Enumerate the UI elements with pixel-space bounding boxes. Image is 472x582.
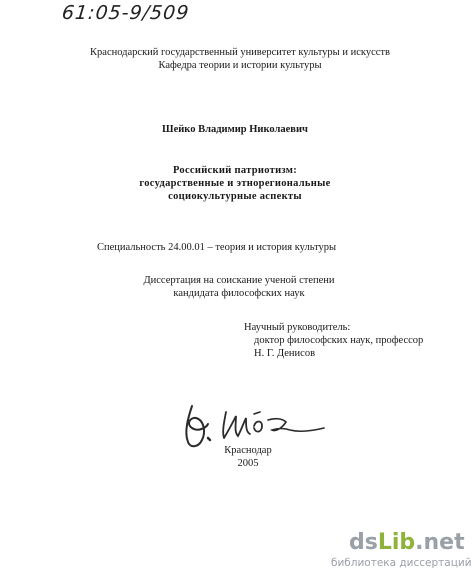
specialty-line: Специальность 24.00.01 – теория и история культуры	[97, 242, 337, 253]
place: Краснодар	[224, 445, 272, 456]
year: 2005	[237, 458, 259, 469]
title-line-1: Российский патриотизм:	[172, 165, 298, 176]
university-line: Краснодарский государственный университет культуры и искусств	[90, 47, 390, 58]
advisor-label: Научный руководитель:	[244, 322, 351, 333]
advisor-name: Н. Г. Денисов	[254, 348, 316, 359]
advisor-rank: доктор философских наук, профессор	[254, 335, 424, 346]
dissertation-line-2: кандидата философских наук	[173, 288, 305, 299]
dslib-subtitle: библиотека диссертаций	[331, 557, 472, 569]
handwritten-call-number: 61:05-9/509	[60, 2, 191, 24]
dissertation-line-1: Диссертация на соискание ученой степени	[143, 275, 335, 286]
department-line: Кафедра теории и истории культуры	[158, 60, 322, 71]
dslib-logo: dsLib.net	[349, 530, 465, 555]
author-name: Шейко Владимир Николаевич	[162, 124, 308, 135]
title-line-2: государственные и этнорегиональные	[139, 178, 331, 189]
title-line-3: социокультурные аспекты	[168, 191, 302, 202]
